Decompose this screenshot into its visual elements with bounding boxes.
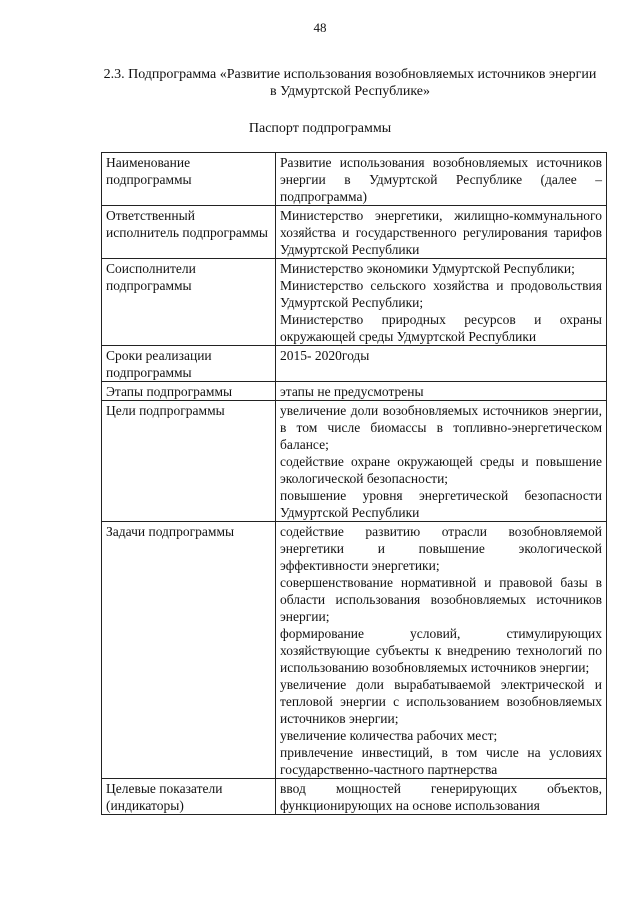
row-value-paragraph: содействие охране окружающей среды и повышение экологической безопасности; <box>280 454 602 486</box>
row-value-paragraph: совершенствование нормативной и правовой базы в области использования возобновляемых источников энергии; <box>280 575 602 624</box>
table-row <box>102 382 607 401</box>
row-name-cell: Задачи подпрограммы <box>102 522 276 779</box>
row-name-cell: Этапы подпрограммы <box>102 382 276 401</box>
table-row <box>102 401 607 522</box>
passport-table-body <box>102 153 607 815</box>
row-name-cell: Наименование подпрограммы <box>102 153 276 206</box>
passport-table <box>101 152 607 815</box>
table-row <box>102 153 607 206</box>
row-value-cell <box>276 346 607 382</box>
section-heading: 2.3. Подпрограмма «Развитие использования возобновляемых источников энергии в Удмуртской Республике» <box>103 67 597 99</box>
row-value-cell <box>276 401 607 522</box>
row-value-paragraph: содействие развитию отрасли возобновляемой энергетики и повышение экологической эффективности энергетики; <box>280 524 602 573</box>
row-value-paragraph: увеличение доли вырабатываемой электрической и тепловой энергии с использованием возобновляемых источников энергии; <box>280 677 602 726</box>
row-name-cell: Соисполнители подпрограммы <box>102 259 276 346</box>
row-value-paragraph: Развитие использования возобновляемых источников энергии в Удмуртской Республике (далее – подпрограмма) <box>280 155 602 204</box>
row-value-paragraph: формирование условий, стимулирующих хозяйствующие субъекты к внедрению технологий по использованию возобновляемых источников энергии; <box>280 626 602 675</box>
row-value-cell <box>276 259 607 346</box>
row-value-cell <box>276 382 607 401</box>
table-row <box>102 779 607 815</box>
table-row <box>102 522 607 779</box>
row-value-paragraph: Министерство энергетики, жилищно-коммунального хозяйства и государственного регулирования тарифов Удмуртской Республики <box>280 208 602 257</box>
table-row <box>102 346 607 382</box>
row-value-paragraph: ввод мощностей генерирующих объектов, функционирующих на основе использования <box>280 781 602 813</box>
row-value-cell <box>276 153 607 206</box>
row-name-cell: Целевые показатели (индикаторы) <box>102 779 276 815</box>
row-value-paragraph: Министерство экономики Удмуртской Республики; <box>280 261 575 276</box>
table-row <box>102 206 607 259</box>
row-value-paragraph: увеличение доли возобновляемых источников энергии, в том числе биомассы в топливно-энергетическом балансе; <box>280 403 602 452</box>
row-value-cell <box>276 206 607 259</box>
table-row <box>102 259 607 346</box>
row-name-cell: Ответственный исполнитель подпрограммы <box>102 206 276 259</box>
row-value-paragraph: привлечение инвестиций, в том числе на условиях государственно-частного партнерства <box>280 745 602 777</box>
page-number: 48 <box>313 20 327 35</box>
row-value-paragraph: этапы не предусмотрены <box>280 384 424 399</box>
row-name-cell: Цели подпрограммы <box>102 401 276 522</box>
row-value-paragraph: 2015- 2020годы <box>280 348 370 363</box>
passport-title: Паспорт подпрограммы <box>248 121 392 136</box>
row-value-cell <box>276 779 607 815</box>
row-value-paragraph: Министерство сельского хозяйства и продовольствия Удмуртской Республики; <box>280 278 602 310</box>
row-name-cell: Сроки реализации подпрограммы <box>102 346 276 382</box>
row-value-paragraph: повышение уровня энергетической безопасности Удмуртской Республики <box>280 488 602 520</box>
row-value-paragraph: Министерство природных ресурсов и охраны окружающей среды Удмуртской Республики <box>280 312 602 344</box>
row-value-paragraph: увеличение количества рабочих мест; <box>280 728 498 743</box>
row-value-cell <box>276 522 607 779</box>
